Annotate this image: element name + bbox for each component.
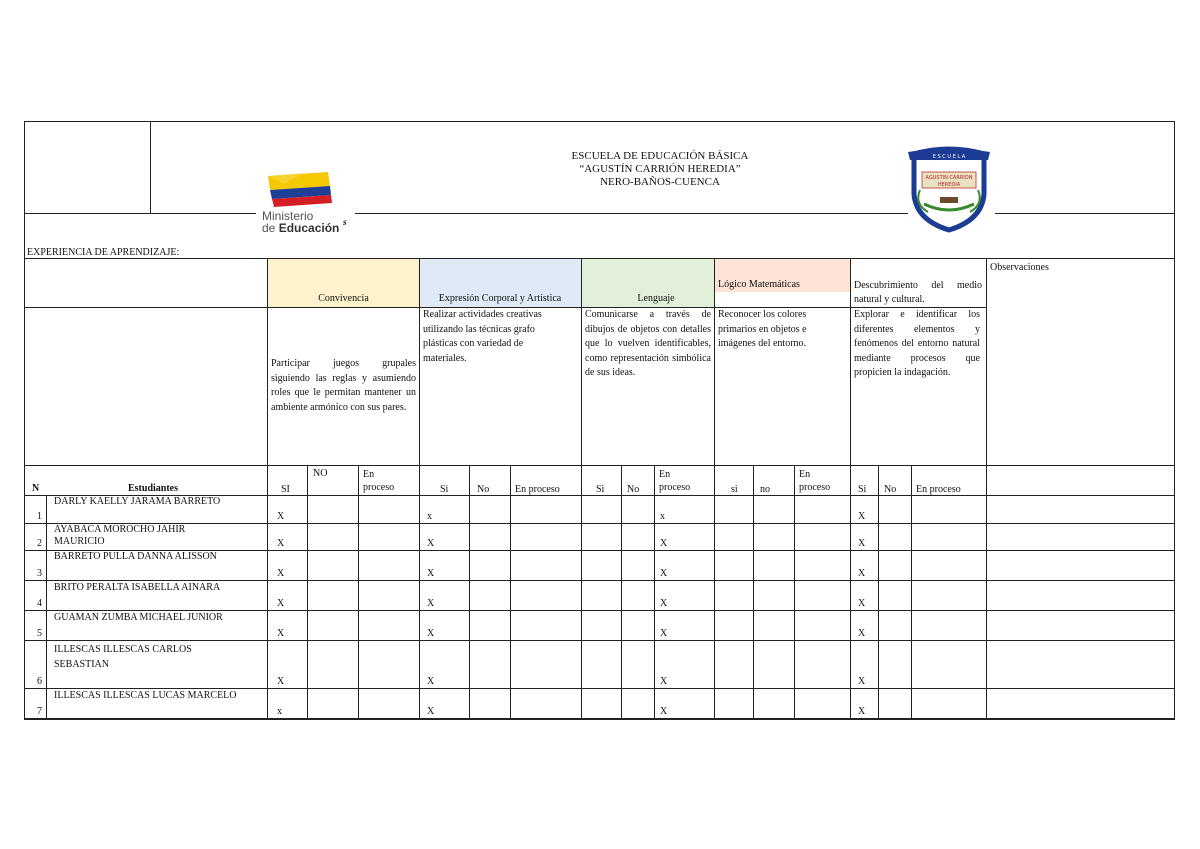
student-name: DARLY KAELLY JARAMA BARRETO — [54, 496, 221, 507]
mark-expresion: X — [427, 676, 435, 687]
mark-lenguaje: X — [660, 598, 668, 609]
school-name-line2: “AGUSTÍN CARRIÓN HEREDIA” — [579, 163, 741, 175]
mark-descubrimiento: X — [858, 628, 866, 639]
sub-2-2: En proceso — [659, 469, 691, 493]
badge-line2-text: HEREDIA — [937, 182, 961, 188]
mark-expresion: X — [427, 568, 435, 579]
mark-convivencia: X — [277, 568, 285, 579]
desc-logico: Reconocer los colores primarios en objetos e imágenes del entorno. — [718, 309, 807, 349]
area-title-expresion: Expresión Corporal y Artística — [438, 293, 562, 304]
area-title-convivencia: Convivencia — [318, 293, 369, 304]
col-estudiantes: Estudiantes — [128, 483, 179, 494]
col-n: N — [32, 483, 40, 494]
mark-convivencia: X — [277, 511, 285, 522]
mark-lenguaje: X — [660, 568, 668, 579]
sub-1-2: En proceso — [515, 484, 560, 495]
mark-lenguaje: X — [660, 676, 668, 687]
sub-4-2: En proceso — [916, 484, 961, 495]
sub-2-0: Si — [596, 484, 605, 495]
mark-convivencia: X — [277, 628, 285, 639]
sub-1-0: Si — [440, 484, 449, 495]
mark-expresion: X — [427, 598, 435, 609]
mark-descubrimiento: X — [858, 598, 866, 609]
mark-lenguaje: X — [660, 628, 668, 639]
area-title-descubrimiento: Descubrimiento del medio natural y cultural. — [854, 280, 982, 305]
ministry-line2-b: Educación — [278, 221, 340, 235]
mark-lenguaje: X — [660, 706, 668, 717]
sub-0-1: NO — [313, 468, 328, 479]
shield-icon — [904, 142, 994, 234]
sub-0-2: En proceso — [363, 469, 395, 493]
student-name: GUAMAN ZUMBA MICHAEL JUNIOR — [54, 612, 223, 623]
row-number: 5 — [37, 628, 42, 639]
student-name: ILLESCAS ILLESCAS CARLOS SEBASTIAN — [54, 644, 192, 670]
sub-3-0: si — [731, 484, 738, 495]
sub-1-1: No — [477, 484, 490, 495]
observaciones-label: Observaciones — [990, 262, 1049, 273]
badge-line1-text: AGUSTIN CARRION — [925, 175, 973, 181]
experiencia-label: EXPERIENCIA DE APRENDIZAJE: — [27, 247, 180, 258]
row-number: 4 — [37, 598, 42, 609]
mark-convivencia: X — [277, 538, 285, 549]
sub-3-1: no — [760, 484, 770, 495]
row-number: 3 — [37, 568, 42, 579]
mark-descubrimiento: X — [858, 538, 866, 549]
mark-convivencia: X — [277, 598, 285, 609]
ministry-suffix: s — [343, 217, 347, 227]
mark-descubrimiento: X — [858, 676, 866, 687]
row-number: 6 — [37, 676, 42, 687]
mark-expresion: X — [427, 628, 435, 639]
school-badge — [904, 142, 994, 234]
mark-lenguaje: X — [660, 538, 668, 549]
mark-descubrimiento: X — [858, 568, 866, 579]
row-number: 7 — [37, 706, 42, 717]
sub-2-1: No — [627, 484, 640, 495]
area-title-logico: Lógico Matemáticas — [718, 279, 800, 290]
sub-3-2: En proceso — [799, 469, 831, 493]
school-name-line1: ESCUELA DE EDUCACIÓN BÁSICA — [571, 150, 749, 162]
ecuador-flag-icon — [264, 170, 334, 210]
area-title-lenguaje: Lenguaje — [637, 293, 675, 304]
mark-convivencia: X — [277, 676, 285, 687]
mark-descubrimiento: X — [858, 706, 866, 717]
student-name: AYABACA MOROCHO JAHIR MAURICIO — [54, 524, 186, 547]
row-number: 1 — [37, 511, 42, 522]
school-name-line3: NERO-BAÑOS-CUENCA — [600, 176, 720, 188]
desc-descubrimiento: Explorar e identificar los diferentes elementos y fenómenos del entorno natural mediante procesos que propicien la indagación. — [854, 309, 980, 378]
row-number: 2 — [37, 538, 42, 549]
mark-lenguaje: x — [660, 511, 665, 522]
mark-expresion: x — [427, 511, 432, 522]
desc-lenguaje: Comunicarse a través de dibujos de objetos con detalles que lo vuelven identificables, como representación simbólica de sus ideas. — [585, 309, 711, 378]
sub-4-1: No — [884, 484, 897, 495]
sub-4-0: Si — [858, 484, 867, 495]
mark-convivencia: x — [277, 706, 282, 717]
mark-expresion: X — [427, 538, 435, 549]
sub-0-0: SI — [281, 484, 290, 495]
desc-convivencia: Participar juegos grupales siguiendo las reglas y asumiendo roles que le permitan mantener un ambiente armónico con sus pares. — [271, 358, 416, 413]
mark-expresion: X — [427, 706, 435, 717]
ministry-line2-a: de — [262, 221, 279, 235]
ministry-line2 — [262, 222, 339, 235]
student-name: ILLESCAS ILLESCAS LUCAS MARCELO — [54, 690, 237, 701]
badge-top-text: E S C U E L A — [932, 154, 966, 160]
ministry-line1: Ministerio — [262, 209, 314, 223]
desc-expresion: Realizar actividades creativas utilizando las técnicas grafo plásticas con variedad de materiales. — [423, 309, 542, 364]
student-name: BARRETO PULLA DANNA ALISSON — [54, 551, 217, 562]
student-name: BRITO PERALTA ISABELLA AINARA — [54, 582, 221, 593]
mark-descubrimiento: X — [858, 511, 866, 522]
